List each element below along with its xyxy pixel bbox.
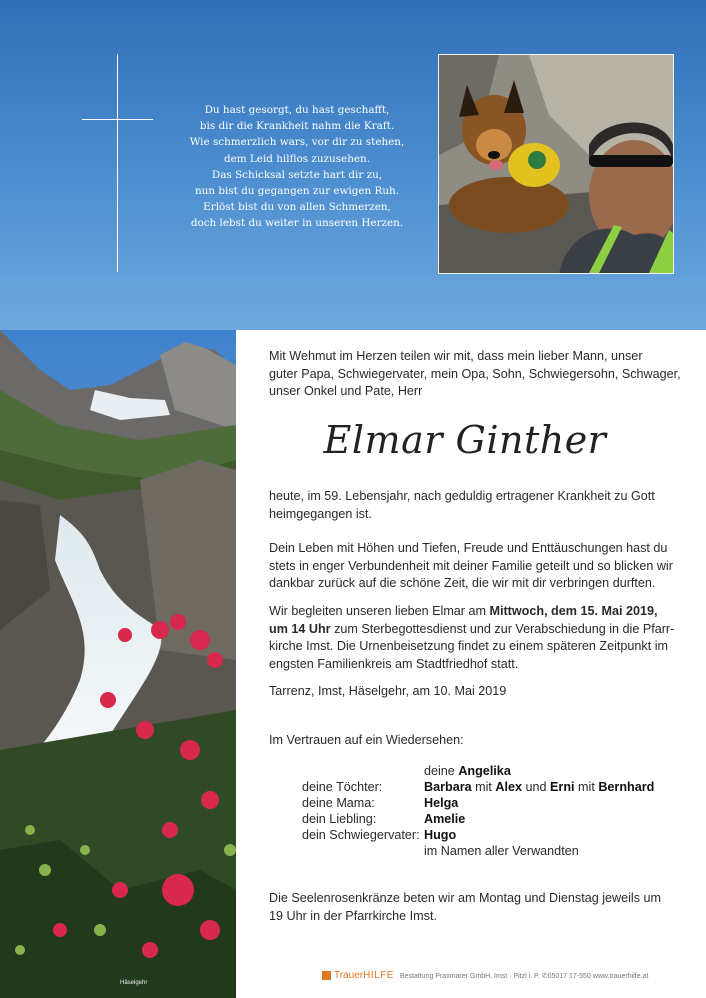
poem-line: Erlöst bist du von allen Schmerzen, xyxy=(203,201,391,214)
brand-b: HILFE xyxy=(363,970,394,981)
family-wife xyxy=(424,763,511,779)
place-date: Tarrenz, Imst, Häselgehr, am 10. Mai 2019 xyxy=(269,684,507,698)
poem-line: nun bist du gegangen zur ewigen Ruh. xyxy=(194,185,400,198)
rosary-line: 19 Uhr in der Pfarrkirche Imst. xyxy=(269,908,437,923)
funeral-date: Mittwoch, dem 15. Mai 2019, xyxy=(489,604,658,618)
funeral-text: zum Sterbegottesdienst und zur Verabschiedung in die Pfarr- xyxy=(330,621,675,636)
pet-label: dein Liebling: xyxy=(302,812,377,826)
footer xyxy=(322,970,702,984)
brand-a: Trauer xyxy=(334,970,364,981)
pet-name xyxy=(424,811,465,827)
landscape-photo xyxy=(0,330,236,998)
poem-line: Das Schicksal setzte hart dir zu, xyxy=(211,168,383,181)
intro-line: Mit Wehmut im Herzen teilen wir mit, dass mein lieber Mann, unser xyxy=(269,349,643,363)
intro-paragraph xyxy=(269,348,681,401)
mother-name xyxy=(424,795,458,811)
deceased-name: Elmar Ginther xyxy=(323,418,607,462)
photo-credit: Häselgehr xyxy=(120,980,148,986)
life-line: dankbar zurück auf die schöne Zeit, die wir mit dir verbringen durften. xyxy=(269,576,656,591)
wife-prefix: deine xyxy=(424,764,459,778)
mother-name-text: Helga xyxy=(424,796,459,810)
daughters-label: deine Töchter: xyxy=(302,780,383,794)
passing-line: heimgegangen ist. xyxy=(269,506,372,521)
intro-line: guter Papa, Schwiegervater, mein Opa, Sohn, Schwiegersohn, Schwager, xyxy=(269,366,681,381)
trauerhilfe-logo-icon xyxy=(322,971,331,980)
portrait-photo xyxy=(438,54,674,274)
father-in-law-name xyxy=(424,827,456,843)
life-line: stets in enger Verbundenheit mit deiner Familie geteilt und so blicken wir xyxy=(269,558,673,573)
family-daughters xyxy=(424,779,654,795)
funeral-text: Wir begleiten unseren lieben Elmar am xyxy=(269,604,490,618)
mother-label: deine Mama: xyxy=(302,796,375,810)
pet-name-text: Amelie xyxy=(424,812,466,826)
life-line: Dein Leben mit Höhen und Tiefen, Freude und Enttäuschungen hast du xyxy=(269,541,668,555)
funeral-text: engsten Familienkreis am Stadtfriedhof statt. xyxy=(269,656,519,671)
daughter-name: Erni xyxy=(550,780,575,794)
connector: mit xyxy=(574,780,599,794)
connector: mit xyxy=(471,780,496,794)
cross-bar xyxy=(82,119,153,120)
passing-line: heute, im 59. Lebensjahr, nach geduldig ertragener Krankheit zu Gott xyxy=(269,489,655,503)
life-paragraph xyxy=(269,540,675,593)
rosary-paragraph xyxy=(269,890,675,925)
footer-details: Bestattung Praxmarer GmbH, Imst · Pitzl i. P. ✆05017 17-550 www.trauerhilfe.at xyxy=(399,972,649,980)
cross-icon xyxy=(117,54,118,272)
daughter-name: Barbara xyxy=(424,780,472,794)
connector: und xyxy=(522,780,551,794)
father-in-law-name-text: Hugo xyxy=(424,828,457,842)
partner-name: Alex xyxy=(495,780,523,794)
brand-name xyxy=(334,970,394,981)
father-in-law-label: dein Schwiegervater: xyxy=(302,828,420,842)
passing-paragraph xyxy=(269,488,675,523)
poem-line: doch lebst du weiter in unseren Herzen. xyxy=(190,217,404,230)
trust-line: Im Vertrauen auf ein Wiedersehen: xyxy=(269,733,464,747)
memorial-poem xyxy=(172,102,422,232)
poem-line: bis dir die Krankheit nahm die Kraft. xyxy=(199,120,395,133)
intro-line: unser Onkel und Pate, Herr xyxy=(269,384,423,399)
funeral-text: kirche Imst. Die Urnenbeisetzung findet zu einem späteren Zeitpunkt im xyxy=(269,639,668,654)
poem-line: Du hast gesorgt, du hast geschafft, xyxy=(204,104,390,116)
poem-line: Wie schmerzlich wars, vor dir zu stehen, xyxy=(189,136,405,149)
funeral-time: um 14 Uhr xyxy=(269,621,331,636)
relatives-line: im Namen aller Verwandten xyxy=(424,844,579,858)
wife-name: Angelika xyxy=(458,764,511,778)
partner-name: Bernhard xyxy=(598,780,655,794)
poem-line: dem Leid hilflos zuzusehen. xyxy=(223,152,371,165)
funeral-paragraph xyxy=(269,603,675,673)
rosary-line: Die Seelenrosenkränze beten wir am Montag und Dienstag jeweils um xyxy=(269,891,662,905)
